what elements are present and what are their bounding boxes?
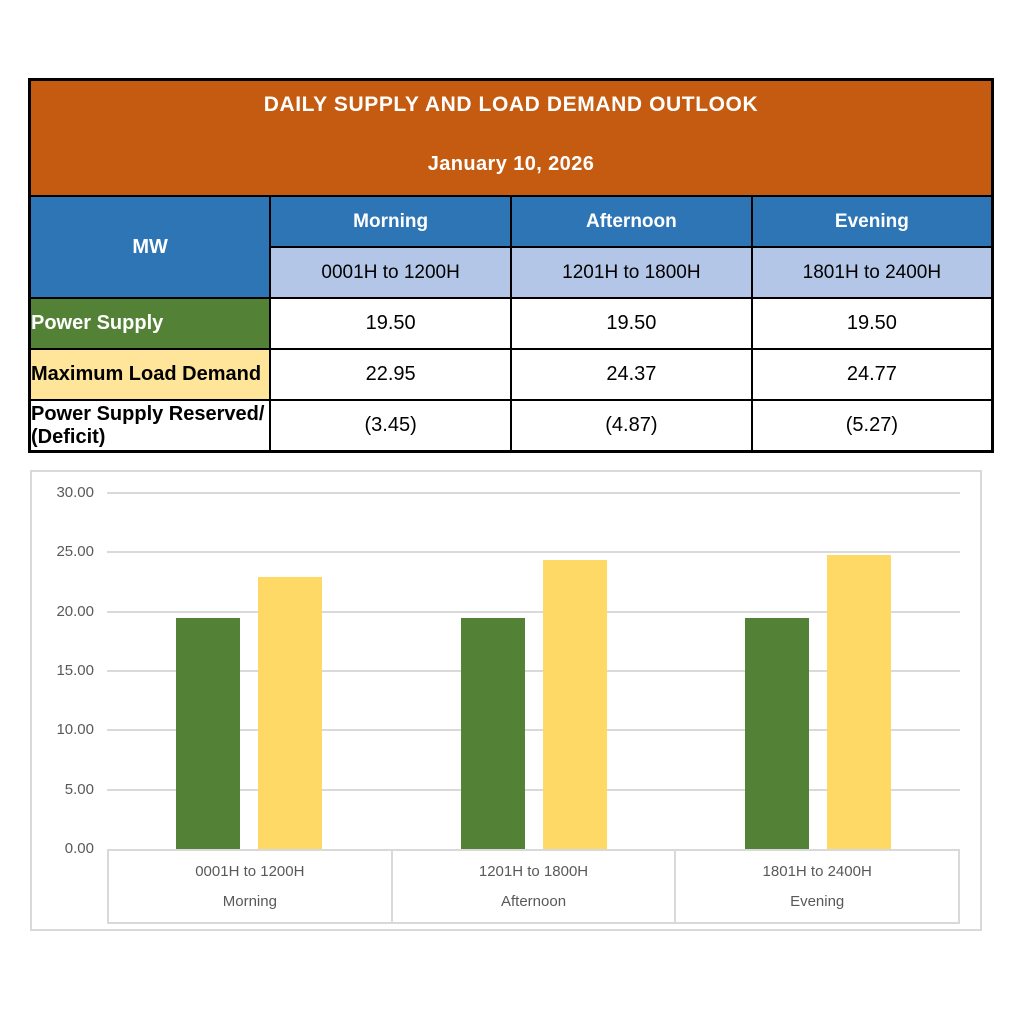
x-category-range: 0001H to 1200H (195, 863, 305, 881)
daily-outlook-table (28, 78, 994, 453)
x-category-afternoon (393, 851, 677, 922)
y-tick-label: 5.00 (64, 780, 94, 798)
table-row-reserve-deficit (30, 400, 993, 452)
table-row-max-load-demand (30, 349, 993, 400)
range-evening: 1801H to 2400H (752, 247, 993, 298)
x-category-period: Morning (222, 892, 277, 910)
x-category-morning (109, 851, 393, 922)
max-load-morning: 22.95 (270, 349, 511, 400)
report-title: DAILY SUPPLY AND LOAD DEMAND OUTLOOK (263, 93, 759, 116)
x-category-range: 1801H to 2400H (762, 863, 872, 881)
period-header-morning: Morning (270, 196, 511, 247)
bar-power-supply (176, 618, 240, 849)
bar-power-supply (745, 618, 809, 849)
bar-maximum-load-demand (827, 555, 891, 849)
period-header-row (30, 196, 993, 247)
x-category-evening (676, 851, 958, 922)
power-supply-evening: 19.50 (752, 298, 993, 349)
gridline (107, 551, 960, 553)
range-afternoon: 1201H to 1800H (511, 247, 752, 298)
power-supply-morning: 19.50 (270, 298, 511, 349)
unit-cell: MW (30, 196, 271, 298)
x-category-period: Afternoon (500, 892, 567, 910)
x-axis-band (107, 849, 960, 924)
x-category-period: Evening (790, 892, 845, 910)
power-supply-afternoon: 19.50 (511, 298, 752, 349)
max-load-evening: 24.77 (752, 349, 993, 400)
max-load-afternoon: 24.37 (511, 349, 752, 400)
y-tick-label: 30.00 (56, 484, 94, 501)
period-header-afternoon: Afternoon (511, 196, 752, 247)
row-label-power-supply: Power Supply (30, 298, 271, 349)
gridline (107, 492, 960, 494)
y-tick-label: 15.00 (56, 662, 94, 679)
report-date: January 10, 2026 (427, 153, 595, 175)
row-label-reserve-deficit: Power Supply Reserved/ (Deficit) (30, 400, 271, 452)
period-header-evening: Evening (752, 196, 993, 247)
banner-row (30, 80, 993, 197)
reserve-evening: (5.27) (752, 400, 993, 452)
table-row-power-supply (30, 298, 993, 349)
bar-maximum-load-demand (258, 577, 322, 849)
y-tick-label: 25.00 (56, 543, 94, 561)
bar-power-supply (461, 618, 525, 849)
bar-maximum-load-demand (543, 560, 607, 849)
y-tick-label: 20.00 (56, 602, 94, 620)
reserve-afternoon: (4.87) (511, 400, 752, 452)
range-morning: 0001H to 1200H (270, 247, 511, 298)
x-category-range: 1201H to 1800H (478, 863, 589, 881)
plot-area (107, 493, 960, 849)
row-label-max-load-demand: Maximum Load Demand (30, 349, 271, 400)
banner (30, 80, 993, 197)
y-tick-label: 10.00 (56, 721, 94, 739)
y-tick-label: 0.00 (64, 840, 94, 857)
reserve-morning: (3.45) (270, 400, 511, 452)
supply-demand-chart (30, 470, 982, 931)
